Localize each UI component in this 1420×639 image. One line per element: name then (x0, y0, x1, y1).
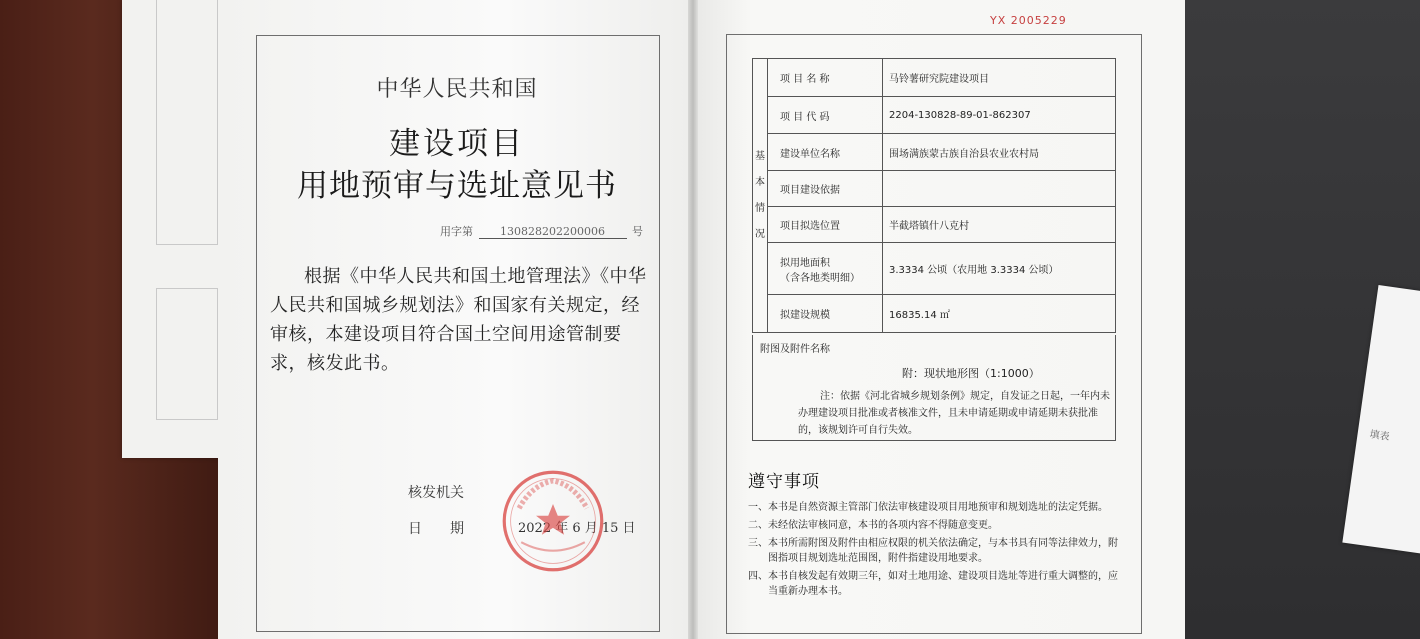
issue-date: 2022 年 6 月 15 日 (518, 521, 636, 536)
serial-digits: 2005229 (1010, 14, 1067, 27)
rule-number: 三、 (748, 538, 768, 549)
rules-title: 遵守事项 (748, 472, 820, 492)
rules-list (748, 500, 1118, 602)
list-item (748, 500, 1118, 515)
table-row (753, 243, 1116, 295)
table-row (753, 134, 1116, 171)
rule-number: 二、 (748, 520, 768, 531)
document-number-line (440, 223, 643, 239)
serial-prefix: YX (990, 14, 1007, 27)
table-row (753, 97, 1116, 134)
rule-text: 未经依法审核同意，本书的各项内容不得随意变更。 (768, 520, 998, 531)
serial-number (990, 14, 1067, 27)
side-char: 基 (755, 150, 765, 162)
right-sheet-label: 填表 (1368, 429, 1391, 443)
row-value: 16835.14 ㎡ (883, 295, 1116, 333)
basic-info-table (752, 58, 1116, 333)
certificate-body: 根据《中华人民共和国土地管理法》《中华人民共和国城乡规划法》和国家有关规定，经审核，本建设项目符合国土空间用途管制要求，核发此书。 (270, 266, 647, 374)
country-name: 中华人民共和国 (376, 77, 538, 102)
underlying-sheet-frame-lower (156, 288, 218, 420)
list-item (748, 569, 1118, 599)
attachments-title: 附图及附件名称 (760, 344, 830, 355)
list-item (748, 536, 1118, 566)
row-value: 围场满族蒙古族自治县农业农村局 (883, 134, 1116, 171)
attachment-item: 附：现状地形图（1:1000） (902, 367, 1040, 380)
row-label-multiline (768, 243, 883, 295)
doc-number-prefix: 用字第 (440, 225, 473, 238)
row-label: 项 目 代 码 (768, 97, 883, 134)
row-label: 项目建设依据 (768, 171, 883, 207)
side-char: 况 (755, 228, 765, 240)
document-title-line1: 建设项目 (389, 126, 525, 162)
rule-text: 本书自核发起有效期三年，如对土地用途、建设项目选址等进行重大调整的，应当重新办理本书。 (768, 571, 1118, 597)
rule-text: 本书所需附图及附件由相应权限的机关依法确定，与本书具有同等法律效力，附图指项目规划选址范围图，附件指建设用地要求。 (768, 538, 1118, 564)
row-label-sub: （含各地类明细） (780, 272, 860, 284)
row-label: 项 目 名 称 (768, 59, 883, 97)
table-row (753, 171, 1116, 207)
table-row (753, 295, 1116, 333)
side-char: 本 (755, 176, 765, 188)
row-label: 拟用地面积 (780, 257, 830, 269)
rule-number: 四、 (748, 571, 768, 582)
document-title-line2: 用地预审与选址意见书 (297, 168, 617, 204)
row-label: 拟建设规模 (768, 295, 883, 333)
rule-number: 一、 (748, 502, 768, 513)
row-label: 建设单位名称 (768, 134, 883, 171)
table-row (753, 59, 1116, 97)
side-char: 情 (755, 202, 765, 214)
underlying-sheet-frame (156, 0, 218, 245)
row-value: 3.3334 公顷（农用地 3.3334 公顷） (883, 243, 1116, 295)
doc-number: 130828202200006 (479, 225, 627, 239)
issuer-label: 核发机关 (408, 485, 464, 501)
row-value: 2204-130828-89-01-862307 (883, 97, 1116, 134)
row-value (883, 171, 1116, 207)
attachment-note: 注：依据《河北省城乡规划条例》规定，自发证之日起，一年内未办理建设项目批准或者核准文件，且未申请延期或申请延期未获批准的，该规划许可自行失效。 (798, 391, 1110, 436)
table-row (753, 207, 1116, 243)
date-label: 日 期 (408, 521, 464, 537)
official-seal-stamp (500, 468, 606, 574)
underlying-sheet (122, 0, 232, 458)
row-label: 项目拟选位置 (768, 207, 883, 243)
booklet-spine (688, 0, 698, 639)
row-value: 半截塔镇什八克村 (883, 207, 1116, 243)
row-value: 马铃薯研究院建设项目 (883, 59, 1116, 97)
list-item (748, 518, 1118, 533)
rule-text: 本书是自然资源主管部门依法审核建设项目用地预审和规划选址的法定凭据。 (768, 502, 1108, 513)
doc-number-suffix: 号 (632, 225, 643, 238)
basic-info-side-label (753, 59, 768, 333)
